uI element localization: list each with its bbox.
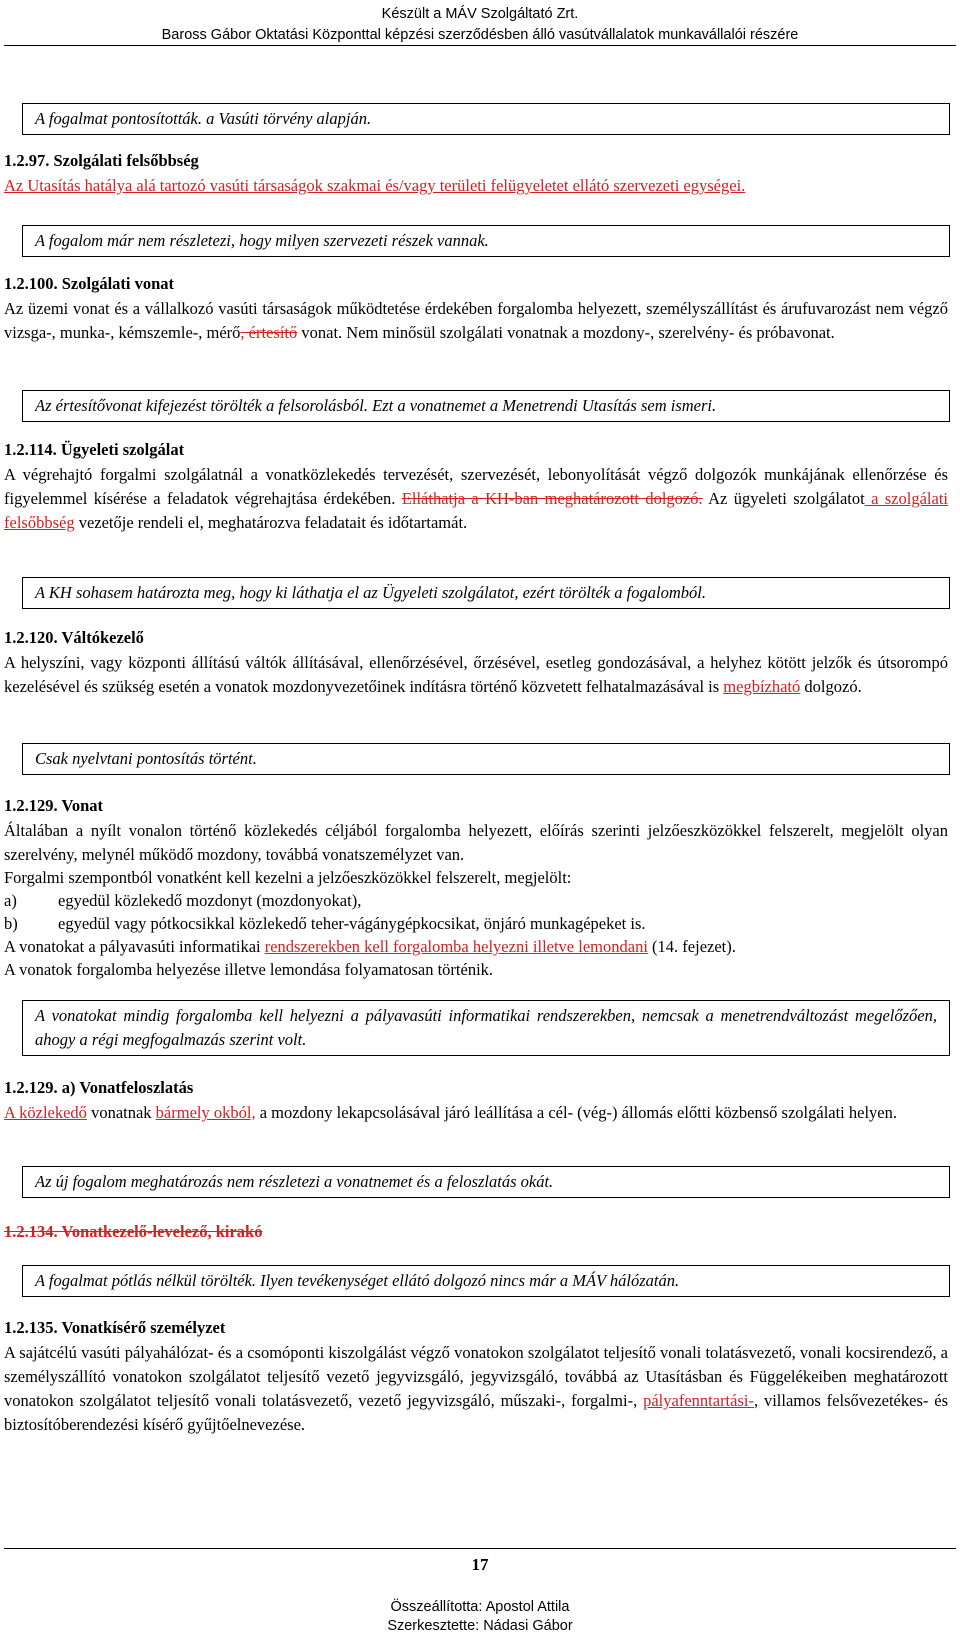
note-box-6: A vonatokat mindig forgalomba kell helyezni a pályavasúti informatikai rendszerekben, nemcsak a menetrendváltozást megelőzően, ahogy a régi megfogalmazás szerint volt.: [22, 1000, 950, 1056]
text-span: vonat. Nem minősül szolgálati vonatnak a mozdony-, szerelvény- és próbavonat.: [297, 323, 835, 342]
section-text-1-2-114: [4, 463, 948, 535]
note-box-8: A fogalmat pótlás nélkül törölték. Ilyen tevékenységet ellátó dolgozó nincs már a MÁV hálózatán.: [22, 1265, 950, 1297]
section-heading-1-2-129-a: 1.2.129. a) Vonatfeloszlatás: [4, 1078, 194, 1097]
section-text-1-2-100: [4, 297, 948, 345]
text-span: A helyszíni, vagy központi állítású váltók állításával, ellenőrzésével, őrzésével, esetleg gondozásával, a helyhez kötött jelzők és útsorompó kezelésével és szükség esetén a vonatok mozdonyvezetőinek indításra történő közvetett felhatalmazásával is: [4, 653, 948, 696]
page-header: [0, 4, 960, 46]
section-text-1-2-135: [4, 1341, 948, 1437]
section-text-1-2-120: [4, 651, 948, 699]
inserted-text: pályafenntartási-: [643, 1391, 754, 1410]
text-span: vezetője rendeli el, meghatározva feladatait és időtartamát.: [74, 513, 468, 532]
section-text-1-2-129-p2: Forgalmi szempontból vonatként kell kezelni a jelzőeszközökkel felszerelt, megjelölt:: [4, 868, 572, 887]
note-box-5: Csak nyelvtani pontosítás történt.: [22, 743, 950, 775]
page-number: 17: [471, 1555, 489, 1574]
deleted-text: Elláthatja a KH-ban meghatározott dolgozó.: [401, 489, 703, 508]
inserted-text: bármely okból,: [155, 1103, 256, 1122]
text-span: Az üzemi vonat és a vállalkozó vasúti társaságok működtetése érdekében forgalomba helyezett, személyszállítást és árufuvarozást nem végző vizsga-, munka-, kémszemle-, mérő: [4, 299, 948, 342]
list-item-a: [4, 889, 362, 913]
section-heading-1-2-97: 1.2.97. Szolgálati felsőbbség: [4, 151, 199, 170]
section-text-1-2-129-p1: Általában a nyílt vonalon történő közlekedés céljából forgalomba helyezett, előírás szerinti jelzőeszközökkel felszerelt, megjelölt olyan szerelvény, melynél működő mozdony, továbbá vonatszemélyzet van.: [4, 821, 948, 864]
text-span: , villamos felsővezetékes- és biztosítóberendezési kísérő gyűjtőelnevezése.: [4, 1391, 948, 1434]
footer-compiled-by: Összeállította: Apostol Attila: [390, 1599, 570, 1615]
section-text-1-2-129-p4: A vonatok forgalomba helyezése illetve lemondása folyamatosan történik.: [4, 960, 494, 979]
section-heading-1-2-135: 1.2.135. Vonatkísérő személyzet: [4, 1318, 226, 1337]
inserted-text: rendszerekben kell forgalomba helyezni illetve lemondani: [264, 937, 648, 956]
note-box-2: A fogalom már nem részletezi, hogy milyen szervezeti részek vannak.: [22, 225, 950, 257]
note-box-3: Az értesítővonat kifejezést törölték a felsorolásból. Ezt a vonatnemet a Menetrendi Utasítás sem ismeri.: [22, 390, 950, 422]
section-text-1-2-129-p3: [4, 935, 948, 959]
section-text-1-2-129-a: [4, 1101, 948, 1125]
text-span: a mozdony lekapcsolásával járó leállítása a cél- (vég-) állomás előtti közbenső szolgálati helyen.: [255, 1103, 897, 1122]
note-box-4: A KH sohasem határozta meg, hogy ki láthatja el az Ügyeleti szolgálatot, ezért törölték a fogalomból.: [22, 577, 950, 609]
list-marker: b): [4, 914, 18, 933]
section-text-1-2-97: [4, 174, 948, 198]
text-span: vonatnak: [86, 1103, 156, 1122]
inserted-text: megbízható: [723, 677, 801, 696]
deleted-text: , értesítő: [240, 323, 298, 342]
footer-divider: [4, 1548, 956, 1549]
section-heading-1-2-120: 1.2.120. Váltókezelő: [4, 628, 144, 647]
inserted-text: A közlekedő: [4, 1103, 87, 1122]
footer-edited-by: Szerkesztette: Nádasi Gábor: [387, 1618, 573, 1634]
header-line-1: Készült a MÁV Szolgáltató Zrt.: [381, 6, 579, 22]
text-span: A vonatokat a pályavasúti informatikai: [4, 937, 265, 956]
section-heading-1-2-134: [4, 1221, 948, 1243]
page-footer: [0, 1598, 960, 1636]
text-span: A sajátcélú vasúti pályahálózat- és a csomóponti kiszolgálást végző vonatokon szolgálatot teljesítő vonali tolatásvezető, vonali kocsirendező, a személyszállító vonatokon szolgálatot teljesítő vezető jegyvizsgáló, jegyvizsgáló, továbbá az Utasításban és Függelékeiben meghatározott vonatokon szolgálatot teljesítő vonali tolatásvezető, vezető jegyvizsgáló, műszaki-, forgalmi-,: [4, 1343, 948, 1410]
inserted-text: a szolgálati felsőbbség: [4, 489, 948, 532]
section-heading-1-2-114: 1.2.114. Ügyeleti szolgálat: [4, 440, 185, 459]
deleted-text: 1.2.134. Vonatkezelő-levelező, kirakó: [4, 1222, 263, 1241]
list-item-text: egyedül közlekedő mozdonyt (mozdonyokat),: [58, 891, 362, 910]
text-span: dolgozó.: [800, 677, 862, 696]
header-divider: [4, 45, 956, 46]
note-box-1: A fogalmat pontosították. a Vasúti törvény alapján.: [22, 103, 950, 135]
inserted-text: Az Utasítás hatálya alá tartozó vasúti társaságok szakmai és/vagy területi felügyeletet ellátó szervezeti egységei.: [4, 176, 746, 195]
note-box-7: Az új fogalom meghatározás nem részletezi a vonatnemet és a feloszlatás okát.: [22, 1166, 950, 1198]
list-item-b: [4, 912, 646, 936]
text-span: Az ügyeleti szolgálatot: [702, 489, 865, 508]
text-span: (14. fejezet).: [647, 937, 736, 956]
header-line-2: Baross Gábor Oktatási Központtal képzési szerződésben álló vasútvállalatok munkavállalói részére: [161, 27, 799, 43]
list-marker: a): [4, 891, 17, 910]
text-span: A végrehajtó forgalmi szolgálatnál a vonatközlekedés tervezését, szervezését, lebonyolítását végző dolgozók munkájának ellenőrzése és figyelemmel kísérése a feladatok végrehajtása érdekében.: [4, 465, 948, 508]
section-heading-1-2-129: 1.2.129. Vonat: [4, 796, 104, 815]
section-heading-1-2-100: 1.2.100. Szolgálati vonat: [4, 274, 175, 293]
list-item-text: egyedül vagy pótkocsikkal közlekedő teher-vágánygépkocsikat, önjáró munkagépeket is.: [58, 914, 646, 933]
